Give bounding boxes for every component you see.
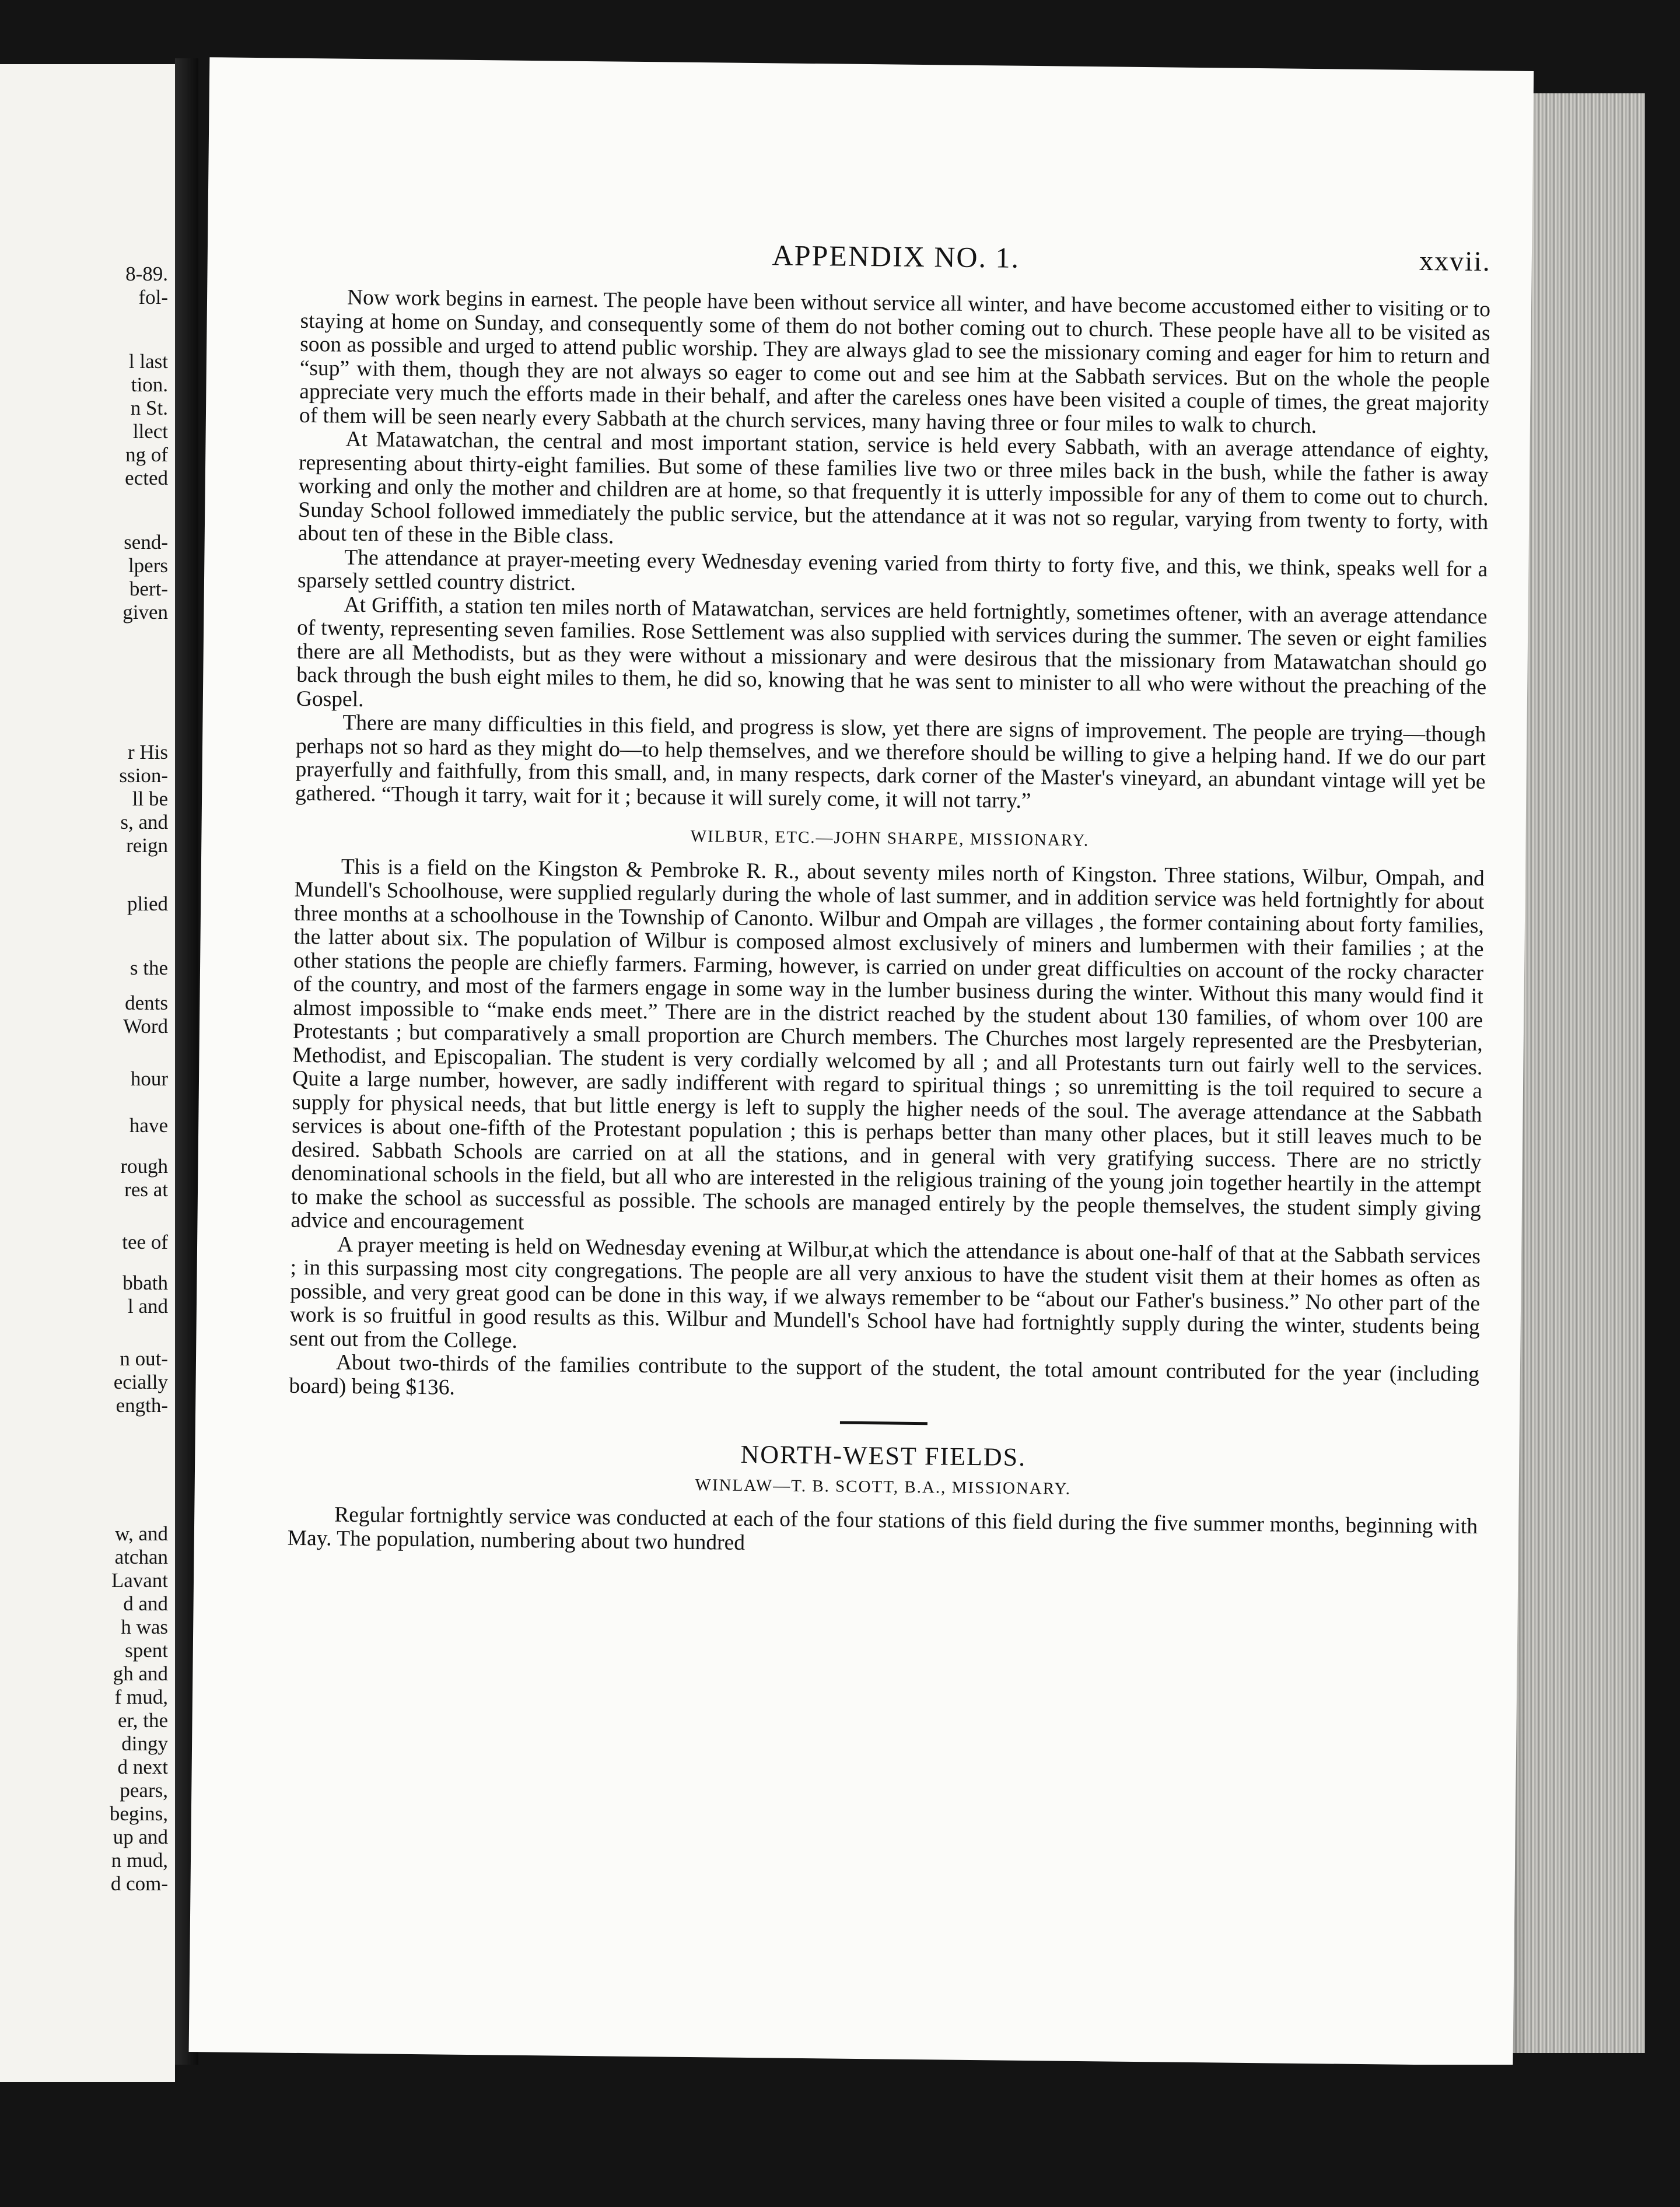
facing-page-text-fragment: d and <box>123 1592 168 1615</box>
facing-page-text-fragment: bbath <box>123 1271 168 1294</box>
facing-page-text-fragment: ength- <box>116 1394 168 1417</box>
facing-page-text-fragment: n mud, <box>111 1849 168 1872</box>
facing-page-text-fragment: rough <box>120 1155 168 1178</box>
facing-page-text-fragment: up and <box>113 1826 168 1848</box>
facing-page-text-fragment: l last <box>128 350 168 373</box>
facing-page-text-fragment: f mud, <box>114 1686 168 1708</box>
facing-page-text-fragment: given <box>123 601 168 623</box>
paragraph: There are many difficulties in this field, and progress is slow, yet there are signs of improvement. The people are trying—though perhaps not so hard as they might do—to help themselves, and we therefore should be willing to give a helping hand. If we do our part prayerfully and faithfully, from this small, and, in many respects, dark corner of the Master's vineyard, an abundant vintage will yet be gathered. “Though it tarry, wait for it ; because it will surely come, it will not tarry.” <box>295 710 1486 813</box>
facing-page-text-fragment: spent <box>125 1639 168 1662</box>
facing-page-text-fragment: 8-89. <box>125 262 168 285</box>
paragraph: At Matawatchan, the central and most important station, service is held every Sabbath, with an average attendance of eighty, representing about thirty-eight families. But some of these families live two or three miles back in the bush, while the father is away working and only the mother and children are at home, so that frequently it is utterly impossible for any of them to come out to church. Sunday School followed immediately the public service, but the attendance at it was not so regular, varying from twenty to forty, with about ten of these in the Bible class. <box>298 427 1489 549</box>
facing-page-text-fragment: tion. <box>131 373 168 396</box>
facing-page-text-fragment: er, the <box>117 1709 168 1732</box>
section-divider <box>840 1421 928 1425</box>
section-heading-winlaw: WINLAW—T. B. SCOTT, B.A., MISSIONARY. <box>695 1475 1072 1498</box>
facing-page-text-fragment: begins, <box>109 1802 168 1825</box>
section-heading-north-west: NORTH-WEST FIELDS. <box>740 1439 1027 1472</box>
paragraph: Now work begins in earnest. The people have been without service all winter, and have become accustomed either to visiting or to staying at home on Sunday, and consequently some of them do not bother coming out to church. These people have all to be visited as soon as possible and urged to attend public worship. They are always glad to see the missionary coming and eager for him to return and “sup” with them, though they are not always so eager to come out and see him at the Sabbath services. But on the whole the people appreciate very much the efforts made in their behalf, and after the careless ones have been visited a couple of times, the great majority of them will be seen nearly every Sabbath at the church services, many having three or four miles to walk to church. <box>299 285 1491 438</box>
facing-page-text-fragment: bert- <box>129 577 168 600</box>
facing-page-text-fragment: l and <box>127 1295 168 1318</box>
paragraph: At Griffith, a station ten miles north of Matawatchan, services are held fortnightly, sometimes oftener, with an average attendance of twenty, representing seven families. Rose Settlement was also supplied with services during the summer. The seven or eight families there are all Methodists, but as they were without a missionary and were desirous that the missionary from Matawatchan should go back through the bush eight miles to them, he did so, knowing that he was sent to minister to all who were without the preaching of the Gospel. <box>296 593 1488 712</box>
paragraph: About two-thirds of the families contribute to the support of the student, the total amount contributed for the year (including board) being $136. <box>289 1350 1480 1400</box>
facing-page-text-fragment: hour <box>130 1067 168 1090</box>
facing-page-text-fragment: ected <box>125 467 168 489</box>
facing-page-text-fragment: n out- <box>120 1347 168 1370</box>
facing-page-text-fragment: llect <box>132 420 168 443</box>
facing-page-text-fragment: send- <box>124 531 168 553</box>
facing-page-text-fragment: have <box>129 1114 168 1137</box>
facing-page-text-fragment: s the <box>130 957 168 979</box>
facing-page-text-fragment: s, and <box>120 811 168 833</box>
main-page <box>189 57 1534 2066</box>
facing-page-text-fragment: n St. <box>130 397 168 419</box>
running-title: APPENDIX NO. 1. <box>772 239 1020 274</box>
facing-page-text-fragment: lpers <box>128 554 168 577</box>
page-body <box>288 286 1491 1563</box>
facing-page-text-fragment: Word <box>123 1015 168 1038</box>
facing-page-text-fragment: atchan <box>114 1546 168 1568</box>
facing-page-text-fragment: ssion- <box>119 764 168 787</box>
facing-page-text-fragment: plied <box>127 892 168 915</box>
page-header <box>301 233 1492 286</box>
facing-page-text-fragment: reign <box>126 834 168 857</box>
facing-page-text-fragment: pears, <box>120 1779 168 1802</box>
facing-page-text-fragment: res at <box>124 1178 168 1201</box>
paragraph: Regular fortnightly service was conducted at each of the four stations of this field during the five summer months, beginning with May. The population, numbering about two hundred <box>287 1502 1478 1555</box>
background-shadow <box>175 2065 1575 2207</box>
facing-page-text-fragment: Lavant <box>111 1569 168 1592</box>
facing-page-text-fragment: ll be <box>132 787 168 810</box>
facing-page-text-fragment: fol- <box>138 286 168 309</box>
facing-page-text-fragment: dingy <box>121 1732 168 1755</box>
paragraph: This is a field on the Kingston & Pembroke R. R., about seventy miles north of Kingston. Three stations, Wilbur, Ompah, and Mundell's Schoolhouse, were supplied regularly during the whole of last summer, and in addition service was held fortnightly for about three months at a schoolhouse in the Township of Canonto. Wilbur and Ompah are villages , the former containing about forty families, the latter about six. The population of Wilbur is composed almost exclusively of miners and lumbermen with their families ; at the other stations the people are chiefly farmers. Farming, however, is carried on under great difficulties on account of the rocky character of the country, and most of the farmers engage in some way in the lumber business during the winter. Without this many would find it almost impossible to “make ends meet.” There are in the district reached by the student about 130 families, of whom over 100 are Protestants ; but comparatively a small proportion are Church members. The Churches most largely represented are the Presbyterian, Methodist, and Episcopalian. The student is very cordially welcomed by all ; and all Protestants turn out fairly well to the services. Quite a large number, however, are sadly indifferent with regard to spiritual things ; so unremitting is the toil required to secure a supply for physical needs, that but little energy is left to supply the higher needs of the soul. The average attendance at the Sabbath services is about one-fifth of the Protestant population ; this is perhaps better than many other places, but it still leaves much to be desired. Sabbath Schools are carried on at all the stations, and in general with very gratifying success. There are no strictly denominational schools in the field, but all who are interested in the religious training of the young join together heartily in the attempt to make the school as successful as possible. The schools are managed entirely by the people themselves, the student simply giving advice and encouragement <box>290 854 1485 1235</box>
facing-page-text-fragment: ecially <box>113 1371 168 1393</box>
facing-page-text-fragment: w, and <box>114 1522 168 1545</box>
facing-page-text-fragment: tee of <box>122 1231 168 1253</box>
facing-page-text-fragment: ng of <box>125 443 168 466</box>
facing-page-text-fragment: dents <box>125 992 168 1014</box>
facing-page-text-fragment: d com- <box>110 1872 168 1895</box>
facing-page-text-fragment: h was <box>121 1616 168 1638</box>
facing-page-text-fragment: d next <box>117 1756 168 1778</box>
facing-page <box>0 64 175 2082</box>
facing-page-text-fragment: gh and <box>113 1662 168 1685</box>
facing-page-text-fragment: r His <box>127 741 168 763</box>
page-number: xxvii. <box>1419 245 1492 278</box>
paragraph: A prayer meeting is held on Wednesday evening at Wilbur,at which the attendance is about one-half of that at the Sabbath services ; in this surpassing most city congregations. The people are all very anxious to have the student visit them at their homes as often as possible, and very great good can be done in this way, if we always remember to be “about our Father's business.” No other part of the work is so fruitful in good results as this. Wilbur and Mundell's School have had fortnightly supply during the winter, students being sent out from the College. <box>289 1232 1481 1353</box>
section-heading-wilbur: WILBUR, ETC.—JOHN SHARPE, MISSIONARY. <box>690 826 1090 850</box>
paragraph: The attendance at prayer-meeting every Wednesday evening varied from thirty to forty five, and this, we think, speaks well for a sparsely settled country district. <box>297 545 1488 595</box>
